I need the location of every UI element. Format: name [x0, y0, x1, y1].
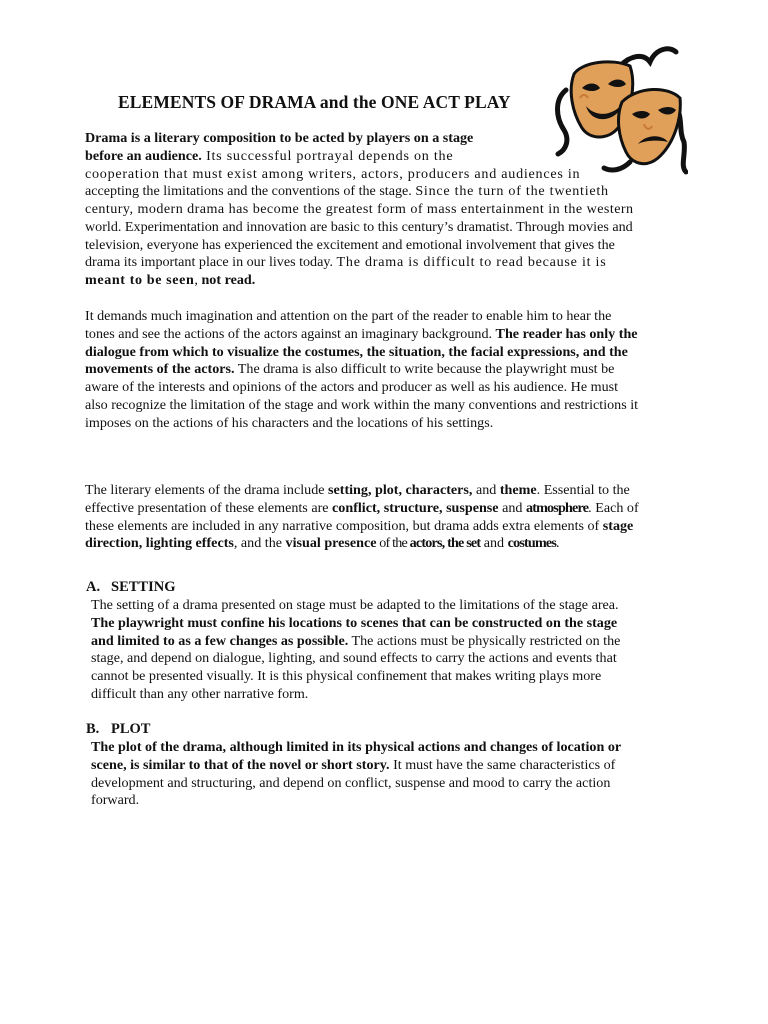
paragraph-text: these elements are included in any narrative composition, but drama adds extra elements of — [85, 517, 603, 534]
intro-line — [85, 272, 685, 290]
section-setting-body — [91, 597, 671, 704]
paragraph-bold-text: theme — [499, 482, 537, 498]
section-bold-text: and limited to as a few changes as possible. — [91, 632, 349, 649]
paragraph-reading — [85, 308, 685, 432]
section-line: difficult than any other narrative form. — [91, 685, 309, 702]
paragraph-bold-text: atmosphere — [525, 499, 589, 516]
intro-line — [85, 148, 685, 166]
paragraph-line: aware of the interests and opinions of the actors and producer as well as his audience. He must — [85, 379, 619, 395]
intro-bold-text: meant to be seen — [85, 272, 195, 288]
paragraph-bold-text: direction, lighting effects — [85, 535, 234, 552]
paragraph-text: of the — [376, 535, 410, 552]
intro-bold-text: before an audience. — [85, 147, 202, 164]
section-line — [91, 739, 671, 757]
section-text: It must have the same characteristics of — [389, 756, 616, 773]
intro-line — [85, 130, 685, 148]
intro-line — [85, 254, 685, 272]
section-line: The setting of a drama presented on stage must be adapted to the limitations of the stage area. — [91, 597, 619, 613]
intro-paragraph — [85, 130, 685, 290]
section-line: stage, and depend on dialogue, lighting, and sound effects to carry the actions and events that — [91, 650, 617, 667]
paragraph-text: and — [498, 499, 526, 516]
section-plot-body — [91, 739, 671, 810]
paragraph-line — [85, 518, 685, 536]
paragraph-bold-text: conflict, structure, suspense — [332, 499, 499, 516]
document-title: ELEMENTS OF DRAMA and the ONE ACT PLAY — [118, 92, 511, 112]
intro-line: century, modern drama has become the greatest form of mass entertainment in the western — [85, 201, 634, 217]
intro-text: Since the turn of the twentieth — [415, 183, 609, 200]
paragraph-text: and — [480, 535, 508, 552]
section-heading-plot — [86, 721, 150, 738]
paragraph-line — [85, 482, 685, 500]
section-line: forward. — [91, 792, 140, 809]
paragraph-bold-text: visual presence — [285, 535, 377, 552]
section-line: development and structuring, and depend on conflict, suspense and mood to carry the action — [91, 774, 611, 791]
section-line: cannot be presented visually. It is this physical confinement that makes writing plays more — [91, 668, 602, 684]
paragraph-text: . — [556, 535, 560, 552]
paragraph-text: . Essential to the — [536, 482, 630, 498]
paragraph-bold-text: dialogue from which to visualize the costumes, the situation, the facial expressions, and the — [85, 343, 628, 360]
section-letter: A. — [86, 579, 101, 595]
intro-text: drama its important place in our lives today. — [85, 254, 337, 271]
intro-text: The drama is difficult to read because it is — [336, 254, 607, 271]
paragraph-line — [85, 344, 685, 362]
paragraph-line — [85, 326, 685, 344]
paragraph-text: tones and see the actions of the actors against an imaginary background. — [85, 325, 496, 342]
section-heading-text: PLOT — [111, 721, 151, 737]
intro-line: television, everyone has experienced the excitement and emotional involvement that gives the — [85, 236, 615, 253]
paragraph-line — [85, 500, 685, 518]
paragraph-bold-text: actors, the set — [409, 535, 481, 552]
section-line — [91, 615, 671, 633]
paragraph-text: The drama is also difficult to write because the playwright must be — [234, 361, 615, 378]
intro-bold-text: Drama is a literary composition to be acted by players on a stage — [85, 130, 474, 146]
paragraph-bold-text: setting, plot, characters, — [328, 482, 473, 498]
section-bold-text: scene, is similar to that of the novel or short story. — [91, 756, 390, 773]
paragraph-text: effective presentation of these elements are — [85, 499, 333, 516]
section-line — [91, 757, 671, 775]
intro-text: , — [194, 272, 202, 288]
paragraph-line: also recognize the limitation of the stage and work within the many conventions and restrictions it — [85, 396, 639, 413]
paragraph-line: imposes on the actions of his characters and the locations of his settings. — [85, 414, 494, 431]
paragraph-bold-text: costumes — [507, 535, 557, 552]
section-bold-text: The playwright must confine his locations to scenes that can be constructed on the stage — [91, 614, 618, 631]
intro-text: Its successful portrayal depends on the — [201, 147, 454, 164]
section-text: The actions must be physically restricted on the — [348, 632, 621, 649]
paragraph-text: . Each of — [588, 499, 639, 516]
paragraph-line — [85, 361, 685, 379]
intro-text: accepting the limitations and the conventions of the stage. — [85, 183, 416, 200]
paragraph-text: The literary elements of the drama include — [85, 482, 329, 498]
intro-line: cooperation that must exist among writers, actors, producers and audiences in — [85, 165, 581, 182]
intro-line — [85, 183, 685, 201]
section-line — [91, 633, 671, 651]
section-bold-text: The plot of the drama, although limited in its physical actions and changes of location or — [91, 739, 622, 755]
section-heading-setting — [86, 579, 175, 596]
section-letter: B. — [86, 721, 100, 737]
paragraph-text: and — [472, 482, 500, 498]
intro-bold-text: not read. — [201, 272, 256, 288]
paragraph-elements — [85, 482, 685, 553]
paragraph-text: , and the — [233, 535, 286, 552]
section-heading-text: SETTING — [111, 579, 176, 595]
paragraph-bold-text: stage — [602, 517, 634, 534]
paragraph-line — [85, 535, 685, 553]
intro-line: world. Experimentation and innovation are basic to this century’s dramatist. Through movies and — [85, 218, 633, 235]
paragraph-line: It demands much imagination and attention on the part of the reader to enable him to hear the — [85, 308, 612, 324]
paragraph-bold-text: movements of the actors. — [85, 361, 235, 378]
paragraph-bold-text: The reader has only the — [495, 325, 638, 342]
